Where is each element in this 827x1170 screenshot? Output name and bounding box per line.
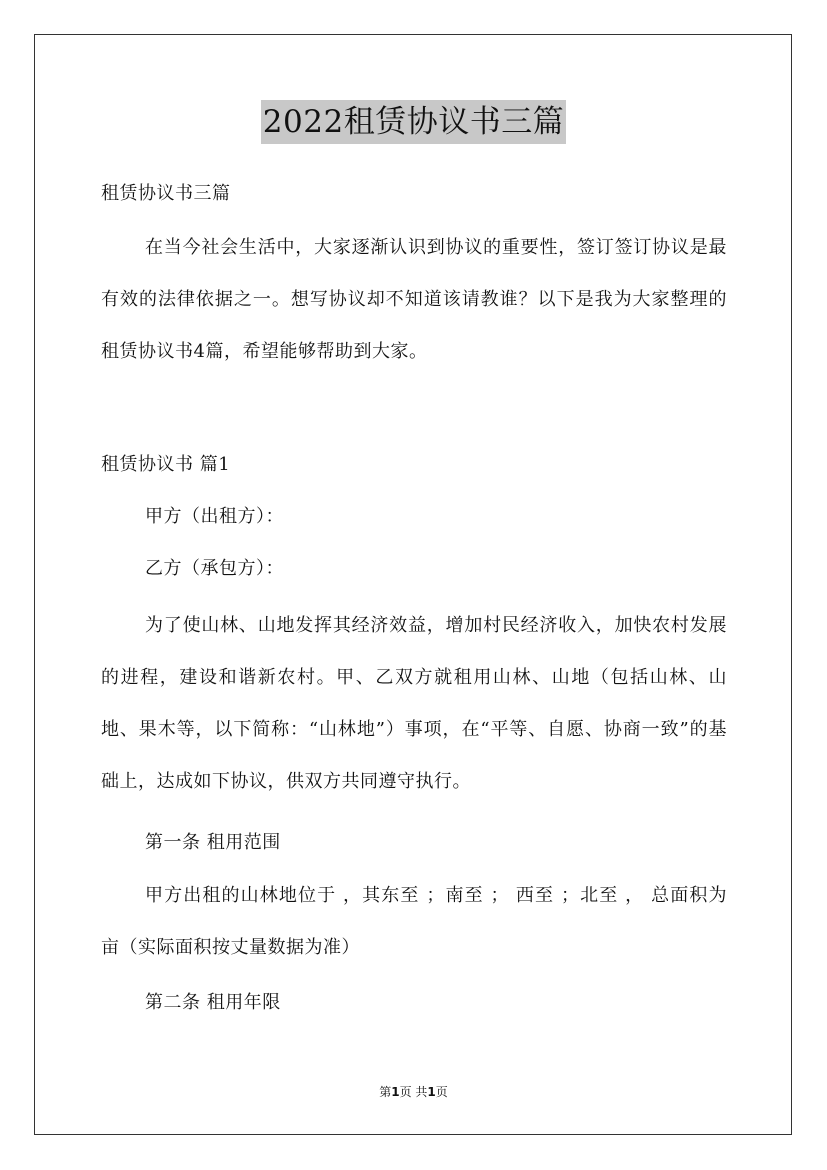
party-a-line: 甲方（出租方）： xyxy=(145,506,284,527)
footer-page-mid: 页 共 xyxy=(399,1085,428,1099)
article-2-title: 第二条 租用年限 xyxy=(145,992,281,1013)
article-1-title: 第一条 租用范围 xyxy=(145,832,281,853)
title-wrapper xyxy=(0,100,827,144)
party-b-line: 乙方（承包方）： xyxy=(145,558,284,579)
document-subtitle: 租赁协议书三篇 xyxy=(101,183,231,204)
document-title: 2022租赁协议书三篇 xyxy=(261,100,566,144)
intro-paragraph: 在当今社会生活中，大家逐渐认识到协议的重要性，签订签订协议是最有效的法律依据之一。想写协议却不知道该请教谁？以下是我为大家整理的租赁协议书4篇，希望能够帮助到大家。 xyxy=(101,237,727,362)
page-footer xyxy=(0,1083,827,1100)
footer-page-total: 1 xyxy=(427,1085,436,1099)
article-1-body: 甲方出租的山林地位于 ，其东至 ；南至 ； 西至 ；北至 ， 总面积为 亩（实际面积按丈量数据为准） xyxy=(101,885,727,958)
section-heading: 租赁协议书 篇1 xyxy=(101,454,231,475)
footer-page-number: 1 xyxy=(391,1085,400,1099)
footer-page-suffix: 页 xyxy=(435,1085,448,1099)
purpose-paragraph: 为了使山林、山地发挥其经济效益，增加村民经济收入，加快农村发展的进程，建设和谐新农村。甲、乙双方就租用山林、山地（包括山林、山地、果木等，以下简称：“山林地”）事项，在“平等、自愿、协商一致”的基础上，达成如下协议，供双方共同遵守执行。 xyxy=(101,615,727,792)
footer-page-prefix: 第 xyxy=(379,1085,392,1099)
